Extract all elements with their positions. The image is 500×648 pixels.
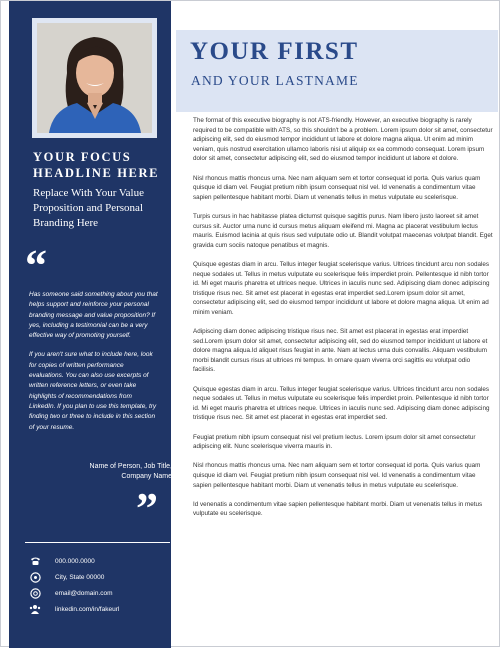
value-proposition: Replace With Your Value Proposition and Personal Branding Here — [33, 187, 144, 229]
portrait-illustration — [37, 23, 152, 133]
focus-headline: YOUR FOCUS HEADLINE HERE — [33, 150, 160, 180]
contact-text: City, State 00000 — [55, 573, 105, 581]
contact-phone — [29, 553, 169, 569]
body-paragraph: The format of this executive biography is not ATS-friendly. However, an executive biography is rarely required to be compatible with ATS, so this shouldn't be a problem. Lorem ipsum dolor sit amet, consectetur adipiscing elit, sed do eiusmod tempor incididunt ut labore et dolore magna aliqua. Ut enim ad minim veniam, quis nostrud exercitation ullamco laboris nisi ut aliquip ex ea commodo consequat. Lorem ipsum dolor sit amet, consectetur adipiscing elit, sed do eiusmod tempor incididunt ut labore et dolore. — [193, 117, 493, 163]
contact-text: linkedin.com/in/fakeurl — [55, 605, 120, 613]
contact-email[interactable] — [29, 585, 169, 601]
body-paragraph: Nisl rhoncus mattis rhoncus urna. Nec nam aliquam sem et tortor consequat id porta. Quis varius quam quisque id diam vel. Feugiat pretium nibh ipsum consequat nisl vel. Id venenatis a condimentum vitae sapien pellentesque habitant morbi. Diam ut venenatis tellus in metus vulputate eu scelerisque. — [193, 462, 481, 489]
body-paragraph: Id venenatis a condimentum vitae sapien pellentesque habitant morbi. Diam ut venenatis tellus in metus vulputate eu scelerisque. — [193, 500, 483, 518]
phone-icon — [29, 555, 41, 567]
email-icon — [29, 587, 41, 599]
testimonial-attribution — [29, 462, 172, 482]
attribution-company: Company Name — [121, 473, 172, 480]
body-paragraph: Turpis cursus in hac habitasse platea dictumst quisque sagittis purus. Nam libero justo laoreet sit amet cursus sit. Auctor urna nunc id cursus metus aliquam eleifend mi. Magna ac placerat vestibulum lectus mauris. Euismod lacinia at quis risus sed vulputate odio ut. Blandit volutpat maecenas volutpat blandit. Eget gravida cum sociis natoque penatibus et magnis. — [193, 212, 493, 249]
body-paragraph: Nisl rhoncus mattis rhoncus urna. Nec nam aliquam sem et tortor consequat id porta. Quis varius quam quisque id diam vel. Feugiat pretium nibh ipsum consequat nisl vel. Id venenatis a condimentum vitae sapien pellentesque habitant morbi. Diam ut venenatis tellus in metus vulputate eu scelerisque. — [193, 174, 481, 201]
body-paragraph: Adipiscing diam donec adipiscing tristique risus nec. Sit amet est placerat in egestas erat imperdiet sed.Lorem ipsum dolor sit amet, consectetur adipiscing elit, sed do eiusmod tempor incididunt ut labore et dolore magna aliqua.Id aliquet risus feugiat in ante. Nam at lectus urna duis convallis. Aliquam vestibulum morbi blandit cursus risus at ultrices mi tempus. In ornare quam viverra orci sagittis eu volutpat odio facilisis. — [193, 328, 488, 374]
biography-body — [193, 116, 493, 529]
first-name-heading: YOUR FIRST — [190, 38, 359, 65]
body-paragraph: Feugiat pretium nibh ipsum consequat nisl vel pretium lectus. Lorem ipsum dolor sit amet consectetur adipiscing elit. Nunc scelerisque viverra mauris in. — [193, 433, 476, 451]
contact-text: 000.000.0000 — [55, 557, 95, 565]
contact-text: email@domain.com — [55, 589, 113, 597]
contact-list — [29, 553, 169, 617]
close-quote-icon: ” — [136, 484, 158, 533]
contact-location — [29, 569, 169, 585]
sidebar-divider — [25, 542, 170, 543]
body-paragraph: Quisque egestas diam in arcu. Tellus integer feugiat scelerisque varius. Ultrices tincidunt arcu non sodales neque sodales ut. Tellus in metus vulputate eu scelerisque felis imperdiet proin. Pellentesque id nibh tortor id. Mi eget mauris pharetra et ultrices neque. Ultrices in iaculis nunc sed. Adipiscing diam donec adipiscing tristique risus nec. Sit amet est placerat in egestas erat imperdiet sed.Lorem ipsum dolor sit amet, consectetur adipiscing elit, sed do eiusmod tempor incididunt ut labore et dolore magna aliqua. Ut enim ad minim veniam. — [193, 260, 490, 316]
sidebar — [9, 1, 171, 648]
contact-linkedin[interactable] — [29, 601, 169, 617]
attribution-name: Name of Person, Job Title, — [89, 463, 172, 470]
open-quote-icon: “ — [25, 241, 47, 290]
testimonial-paragraph: Has someone said something about you that helps support and reinforce your personal branding message and value proposition? If yes, including a testimonial can be a very effective way of promoting yourself. — [29, 291, 158, 340]
testimonial — [29, 290, 159, 442]
location-icon — [29, 571, 41, 583]
profile-photo-frame — [32, 18, 157, 138]
body-paragraph: Quisque egestas diam in arcu. Tellus integer feugiat scelerisque varius. Ultrices tincidunt arcu non sodales neque sodales ut. Tellus in metus vulputate eu scelerisque felis imperdiet proin. Pellentesque id nibh tortor id. Mi eget mauris pharetra et ultrices neque. Ultrices in iaculis nunc sed. Adipiscing diam donec adipiscing tristique risus nec. Sit amet est placerat in egestas erat imperdiet sed. — [193, 385, 490, 422]
linkedin-icon — [29, 603, 41, 615]
last-name-heading: AND YOUR LASTNAME — [191, 73, 359, 88]
testimonial-paragraph: If you aren't sure what to include here, look for copies of written performance evaluations. You can also use excerpts of written reference letters, or even take highlights of recommendations from LinkedIn. If you plan to use this template, try finding two or three to include in this section of your resume. — [29, 351, 157, 431]
profile-photo — [37, 23, 152, 133]
